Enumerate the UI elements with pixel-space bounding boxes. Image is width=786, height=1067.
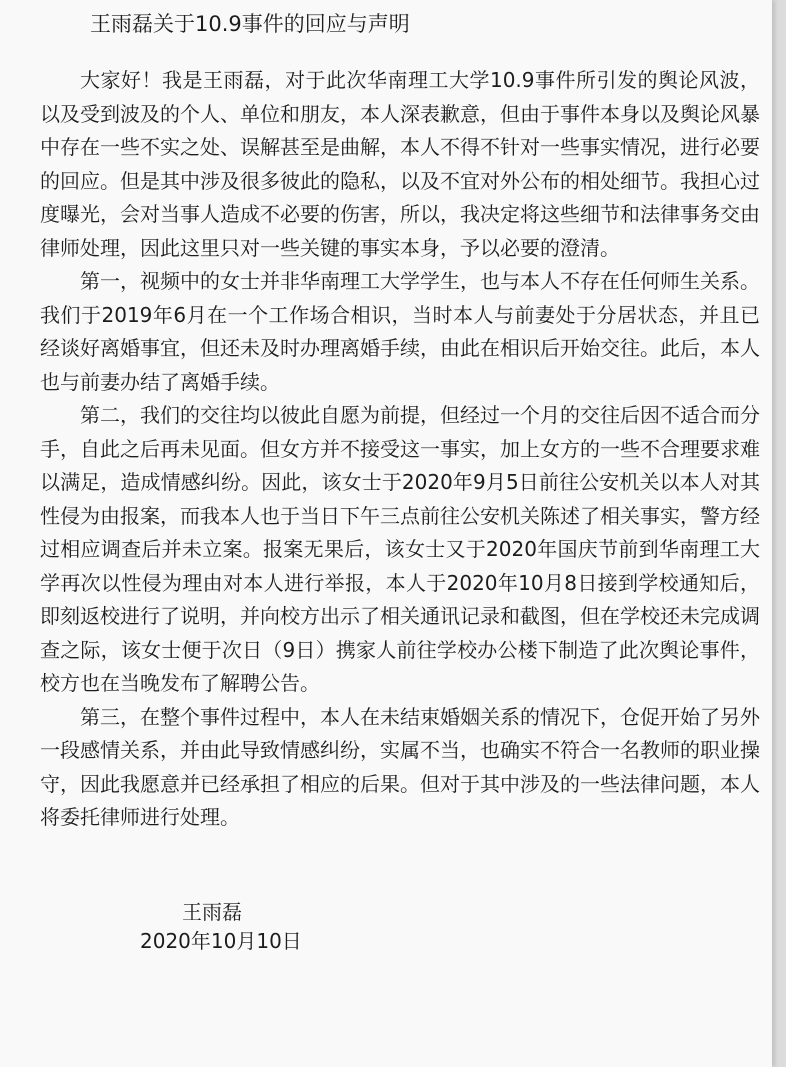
signature-date: 2020年10月10日 bbox=[140, 929, 302, 953]
statement-body bbox=[40, 64, 760, 835]
paragraph-first-point: 第一，视频中的女士并非华南理工大学学生，也与本人不存在任何师生关系。我们于2019年6月在一个工作场合相识，当时本人与前妻处于分居状态，并且已经谈好离婚事宜，但还未及时办理离婚手续，由此在相识后开始交往。此后，本人也与前妻办结了离婚手续。 bbox=[40, 269, 760, 394]
paragraph-third-point: 第三，在整个事件过程中，本人在未结束婚姻关系的情况下，仓促开始了另外一段感情关系，并由此导致情感纠纷，实属不当，也确实不符合一名教师的职业操守，因此我愿意并已经承担了相应的后果。但对于其中涉及的一些法律问题，本人将委托律师进行处理。 bbox=[40, 704, 760, 829]
statement-title: 王雨磊关于10.9事件的回应与声明 bbox=[90, 12, 410, 36]
signature-name: 王雨磊 bbox=[182, 900, 242, 924]
paragraph-intro: 大家好！我是王雨磊，对于此次华南理工大学10.9事件所引发的舆论风波，以及受到波及的个人、单位和朋友，本人深表歉意，但由于事件本身以及舆论风暴中存在一些不实之处、误解甚至是曲解，本人不得不针对一些事实情况，进行必要的回应。但是其中涉及很多彼此的隐私，以及不宜对外公布的相处细节。我担心过度曝光，会对当事人造成不必要的伤害，所以，我决定将这些细节和法律事务交由律师处理，因此这里只对一些关键的事实本身，予以必要的澄清。 bbox=[40, 68, 760, 260]
paragraph-second-point: 第二，我们的交往均以彼此自愿为前提，但经过一个月的交往后因不适合而分手，自此之后再未见面。但女方并不接受这一事实，加上女方的一些不合理要求难以满足，造成情感纠纷。因此，该女士于2020年9月5日前往公安机关以本人对其性侵为由报案，而我本人也于当日下午三点前往公安机关陈述了相关事实，警方经过相应调查后并未立案。报案无果后，该女士又于2020年国庆节前到华南理工大学再次以性侵为理由对本人进行举报，本人于2020年10月8日接到学校通知后，即刻返校进行了说明，并向校方出示了相关通讯记录和截图，但在学校还未完成调查之际，该女士便于次日（9日）携家人前往学校办公楼下制造了此次舆论事件，校方也在当晚发布了解聘公告。 bbox=[40, 403, 760, 695]
